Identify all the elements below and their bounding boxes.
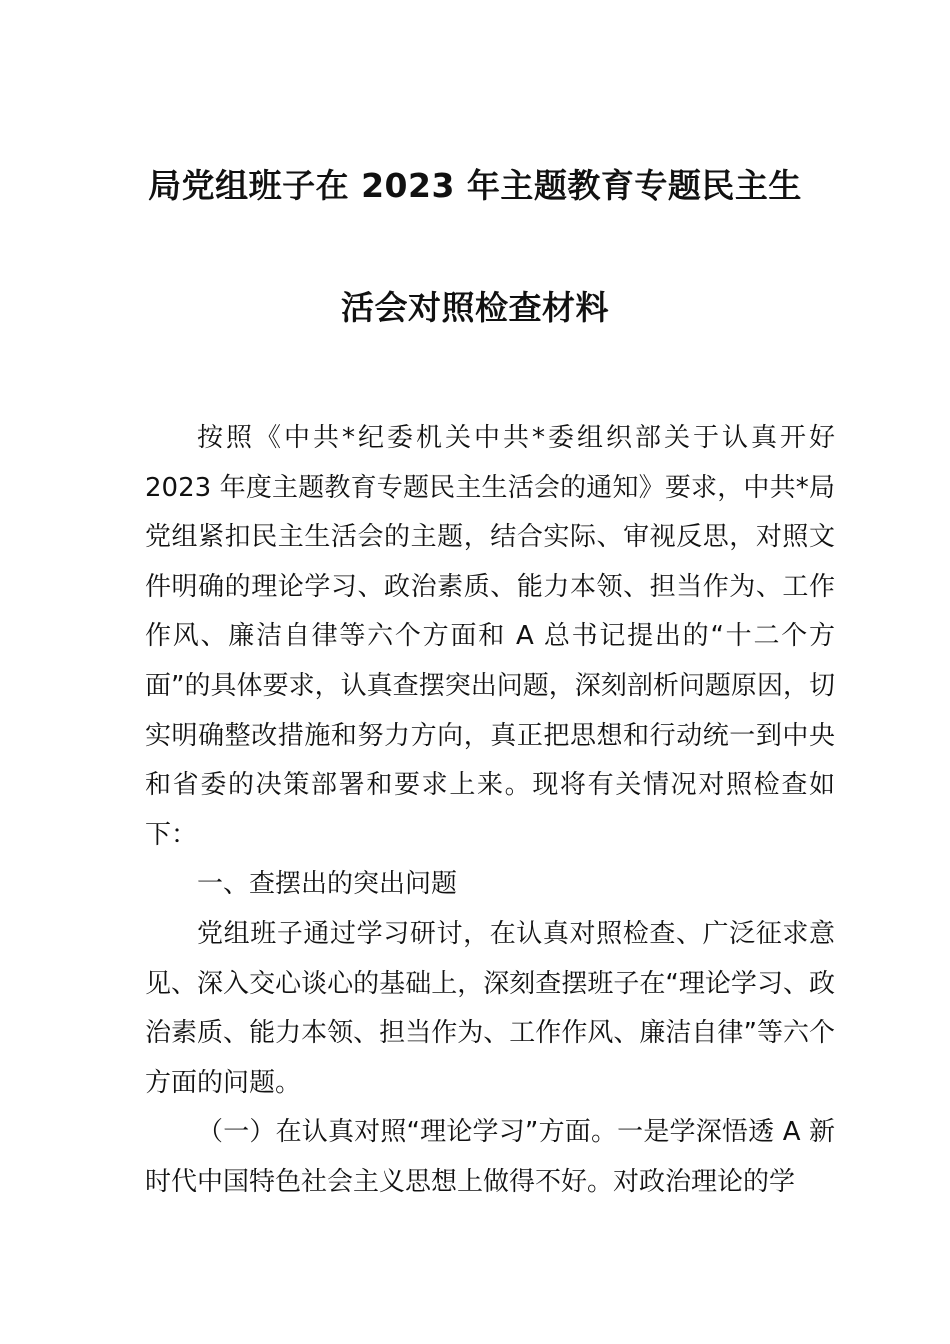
section-heading: 一、查摆出的突出问题 — [197, 869, 458, 900]
document-title-line-2: 活会对照检查材料 — [341, 288, 609, 327]
document-title-line-1: 局党组班子在 2023 年主题教育专题民主生 — [148, 166, 802, 205]
document-body — [145, 414, 835, 1208]
section-paragraph: 党组班子通过学习研讨，在认真对照检查、广泛征求意见、深入交心谈心的基础上，深刻查摆班子在“理论学习、政治素质、能力本领、担当作为、工作作风、廉洁自律”等六个方面的问题。 — [145, 918, 835, 1098]
intro-paragraph: 按照《中共*纪委机关中共*委组织部关于认真开好 2023 年度主题教育专题民主生活会的通知》要求，中共*局党组紧扣民主生活会的主题，结合实际、审视反思，对照文件明确的理论学习、政治素质、能力本领、担当作为、工作作风、廉洁自律等六个方面和 A 总书记提出的“十二个方面”的具体要求，认真查摆突出问题，深刻剖析问题原因，切实明确整改措施和努力方向，真正把思想和行动统一到中央和省委的决策部署和要求上来。现将有关情况对照检查如下： — [145, 423, 835, 850]
subsection-paragraph: （一）在认真对照“理论学习”方面。一是学深悟透 A 新时代中国特色社会主义思想上做得不好。对政治理论的学 — [145, 1117, 835, 1197]
